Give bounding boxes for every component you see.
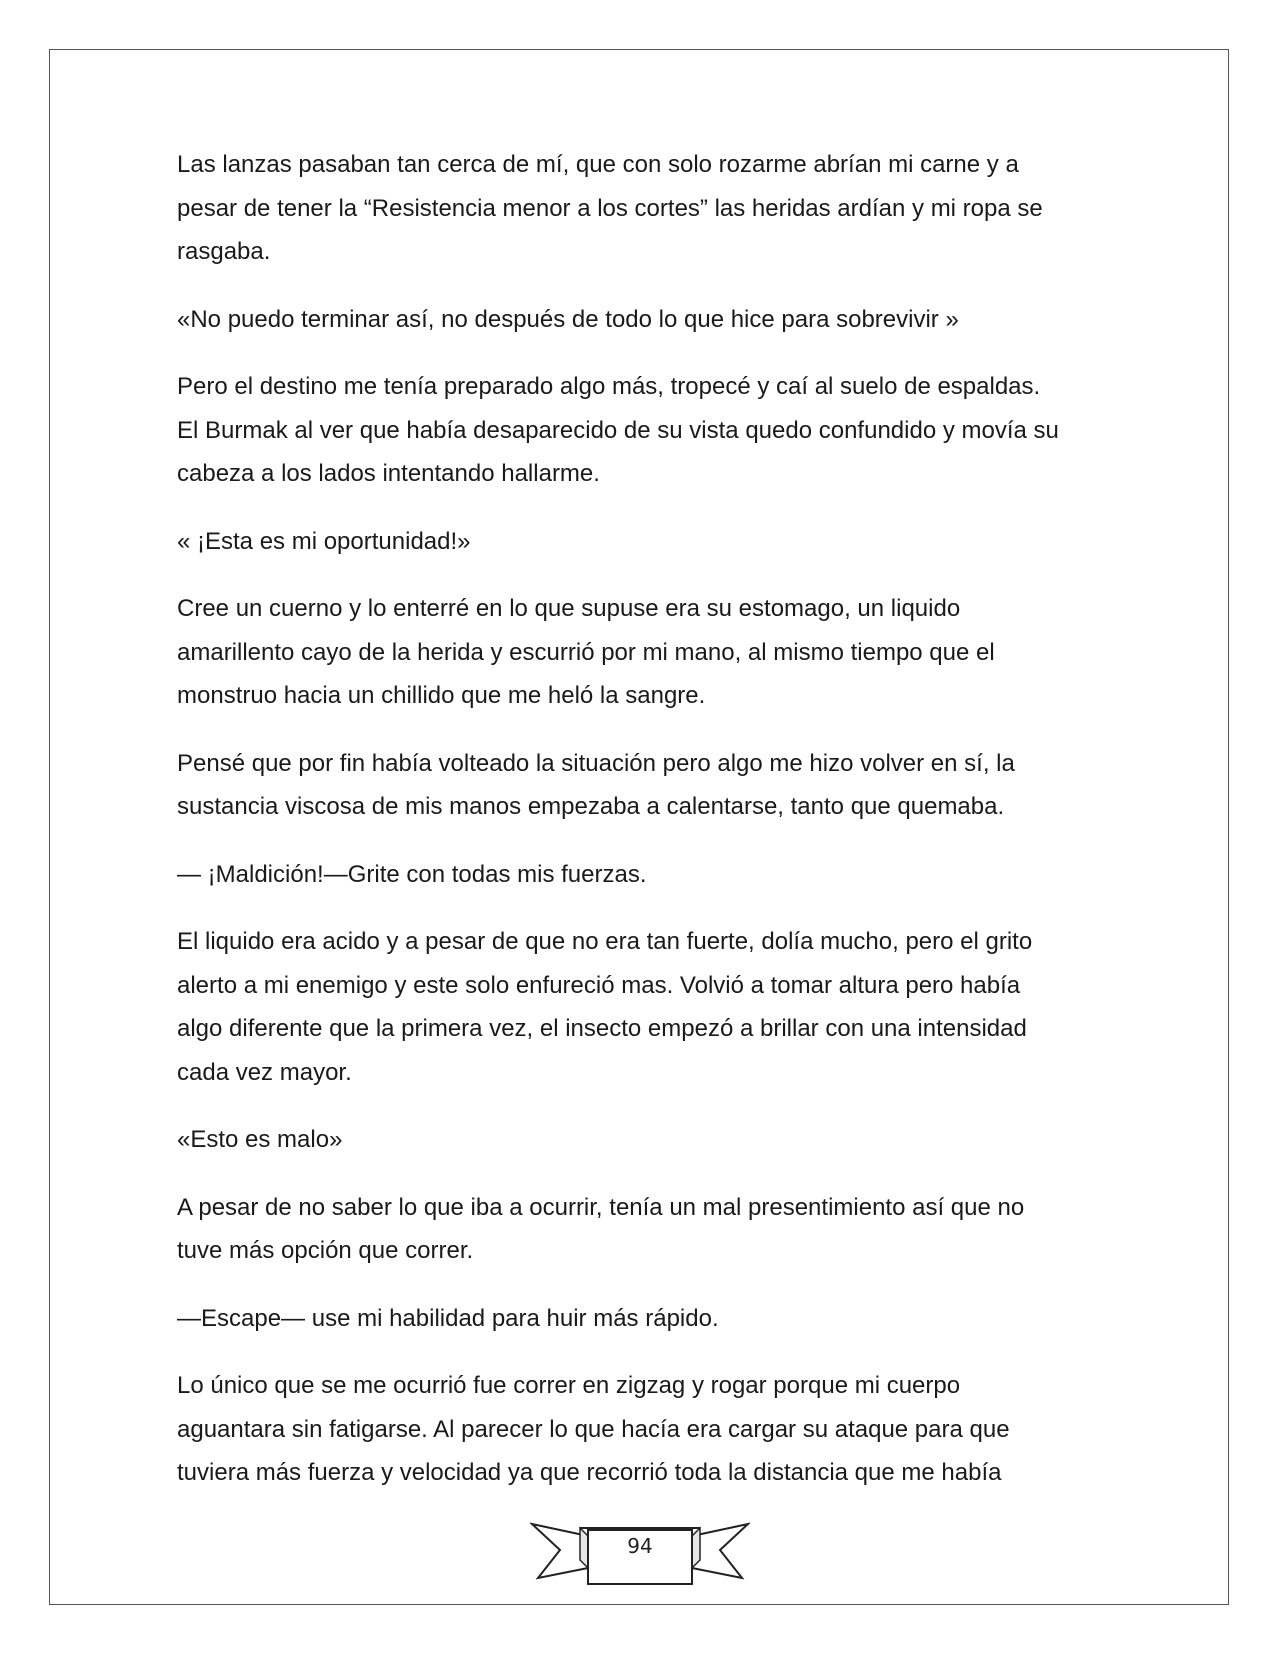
paragraph-1 [177,143,1117,274]
paragraph-11 [177,1297,1117,1341]
paragraph-line: «No puedo terminar así, no después de todo lo que hice para sobrevivir » [177,305,959,333]
paragraph-line: cabeza a los lados intentando hallarme. [177,460,600,487]
paragraph-2 [177,298,1117,342]
paragraph-line: —Escape— use mi habilidad para huir más rápido. [177,1304,719,1332]
paragraph-4 [177,520,1117,564]
paragraph-line: aguantara sin fatigarse. Al parecer lo que hacía era cargar su ataque para que [177,1415,1010,1443]
paragraph-line: monstruo hacia un chillido que me heló la sangre. [177,682,706,709]
paragraph-5 [177,587,1117,718]
paragraph-line: rasgaba. [177,238,271,265]
paragraph-line: Lo único que se me ocurrió fue correr en zigzag y rogar porque mi cuerpo [177,1372,961,1399]
paragraph-line: alerto a mi enemigo y este solo enfureció mas. Volvió a tomar altura pero había [177,971,1021,999]
paragraph-line: Pensé que por fin había volteado la situación pero algo me hizo volver en sí, la [177,749,1015,777]
paragraph-8 [177,920,1117,1094]
paragraph-6 [177,742,1117,829]
paragraph-12 [177,1364,1117,1495]
document-body [177,143,1117,1519]
paragraph-line: pesar de tener la “Resistencia menor a los cortes” las heridas ardían y mi ropa se [177,194,1043,222]
paragraph-line: El liquido era acido y a pesar de que no era tan fuerte, dolía mucho, pero el grito [177,928,1033,955]
paragraph-line: algo diferente que la primera vez, el insecto empezó a brillar con una intensidad [177,1015,1027,1042]
paragraph-line: tuve más opción que correr. [177,1237,474,1264]
paragraph-line: Las lanzas pasaban tan cerca de mí, que con solo rozarme abrían mi carne y a [177,151,1019,178]
paragraph-3 [177,365,1117,496]
paragraph-line: A pesar de no saber lo que iba a ocurrir, tenía un mal presentimiento así que no [177,1193,1025,1221]
paragraph-line: sustancia viscosa de mis manos empezaba a calentarse, tanto que quemaba. [177,793,1005,820]
paragraph-line: — ¡Maldición!—Grite con todas mis fuerzas. [177,860,647,888]
paragraph-9 [177,1118,1117,1162]
paragraph-line: tuviera más fuerza y velocidad ya que recorrió toda la distancia que me había [177,1459,1002,1486]
paragraph-line: «Esto es malo» [177,1126,343,1153]
paragraph-line: « ¡Esta es mi oportunidad!» [177,527,471,555]
paragraph-line: Pero el destino me tenía preparado algo más, tropecé y caí al suelo de espaldas. [177,373,1041,400]
page-number: 94 [627,1534,653,1558]
paragraph-7 [177,853,1117,897]
paragraph-line: El Burmak al ver que había desaparecido de su vista quedo confundido y movía su [177,416,1059,444]
paragraph-line: cada vez mayor. [177,1058,352,1086]
paragraph-line: amarillento cayo de la herida y escurrió por mi mano, al mismo tiempo que el [177,638,995,666]
paragraph-10 [177,1186,1117,1273]
page-number-ribbon [530,1516,750,1588]
paragraph-line: Cree un cuerno y lo enterré en lo que supuse era su estomago, un liquido [177,595,961,622]
